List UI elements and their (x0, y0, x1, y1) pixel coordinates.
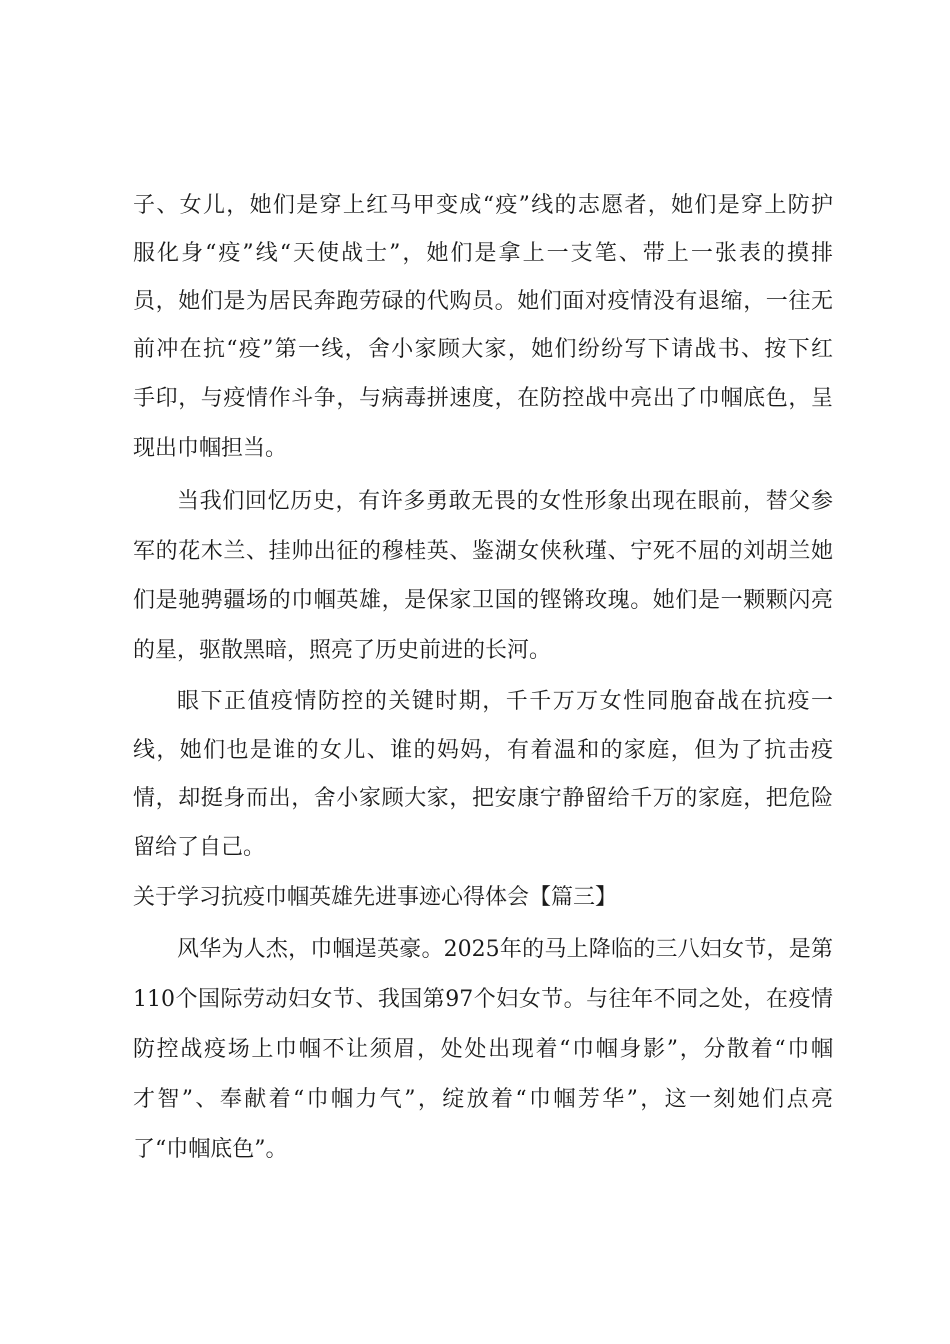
text-line: 手印，与疫情作斗争，与病毒拼速度，在防控战中亮出了巾帼底色，呈 (133, 386, 833, 411)
text-line: 当我们回忆历史，有许多勇敢无畏的女性形象出现在眼前，替父参 (177, 489, 833, 514)
text-line: 眼下正值疫情防控的关键时期，千千万万女性同胞奋战在抗疫一 (177, 689, 833, 714)
text-line: 情，却挺身而出，舍小家顾大家，把安康宁静留给千万的家庭，把危险 (133, 786, 833, 811)
text-line: 110个国际劳动妇女节、我国第97个妇女节。与往年不同之处，在疫情 (133, 987, 833, 1012)
text-line: 员，她们是为居民奔跑劳碌的代购员。她们面对疫情没有退缩，一往无 (133, 289, 833, 314)
text-line: 子、女儿，她们是穿上红马甲变成“疫”线的志愿者，她们是穿上防护 (133, 193, 833, 218)
text-line: 防控战疫场上巾帼不让须眉，处处出现着“巾帼身影”，分散着“巾帼 (133, 1037, 833, 1062)
text-line: 军的花木兰、挂帅出征的穆桂英、鉴湖女侠秋瑾、宁死不屈的刘胡兰她 (133, 539, 833, 564)
text-line: 们是驰骋疆场的巾帼英雄，是保家卫国的铿锵玫瑰。她们是一颗颗闪亮 (133, 588, 833, 613)
text-line: 前冲在抗“疫”第一线，舍小家顾大家，她们纷纷写下请战书、按下红 (133, 337, 833, 362)
text-line: 留给了自己。 (133, 835, 266, 860)
text-line: 现出巾帼担当。 (133, 436, 288, 461)
text-line: 风华为人杰，巾帼逞英豪。2025年的马上降临的三八妇女节，是第 (177, 937, 833, 962)
section-heading: 关于学习抗疫巾帼英雄先进事迹心得体会【篇三】 (133, 885, 618, 910)
text-line: 的星，驱散黑暗，照亮了历史前进的长河。 (133, 638, 552, 663)
text-line: 服化身“疫”线“天使战士”，她们是拿上一支笔、带上一张表的摸排 (133, 241, 833, 266)
text-line: 才智”、奉献着“巾帼力气”，绽放着“巾帼芳华”，这一刻她们点亮 (133, 1087, 833, 1112)
text-line: 线，她们也是谁的女儿、谁的妈妈，有着温和的家庭，但为了抗击疫 (133, 738, 833, 763)
text-line: 了“巾帼底色”。 (133, 1137, 288, 1162)
